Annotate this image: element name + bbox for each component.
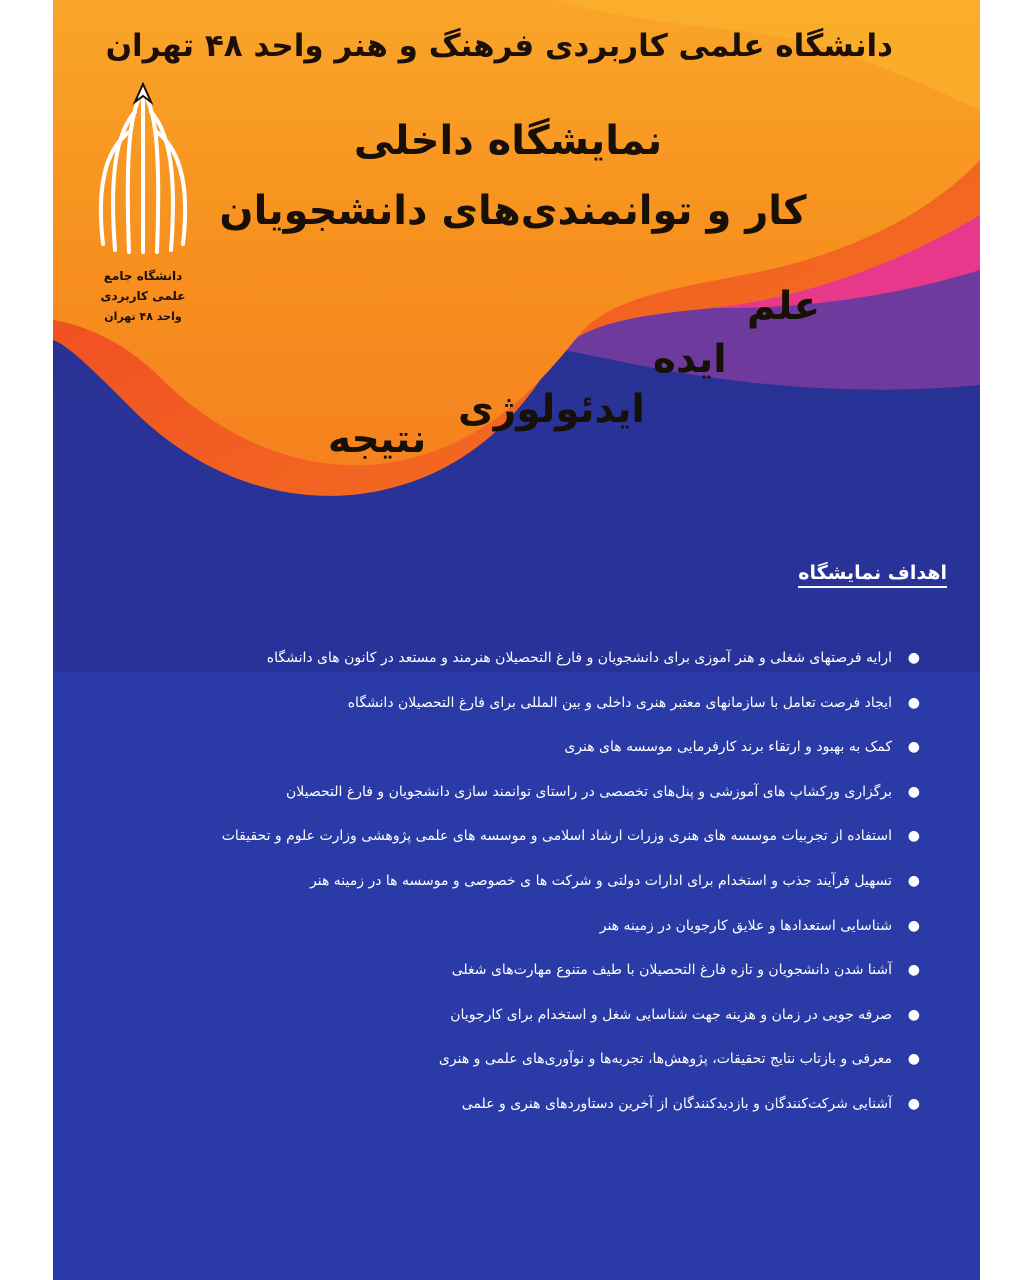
tag-result: نتیجه	[328, 417, 427, 462]
goal-text: معرفی و بازتاب نتایج تحقیقات، پژوهش‌ها، تجربه‌ها و نوآوری‌های علمی و هنری	[438, 1051, 892, 1068]
university-logo	[93, 82, 193, 332]
goal-item	[100, 725, 920, 770]
goal-item	[100, 948, 920, 993]
logo-line-3: واحد ۴۸ تهران	[104, 310, 182, 323]
goal-item	[100, 1082, 920, 1127]
goal-text: آشنایی شرکت‌کنندگان و بازدیدکنندگان از آخرین دستاوردهای هنری و علمی	[461, 1095, 892, 1112]
goal-item	[100, 636, 920, 681]
goal-text: ایجاد فرصت تعامل با سازمانهای معتبر هنری داخلی و بین المللی برای فارغ التحصیلان دانشگاه	[347, 694, 892, 711]
university-name: دانشگاه علمی کاربردی فرهنگ و هنر واحد ۴۸ تهران	[105, 28, 893, 64]
goals-list	[100, 636, 920, 1127]
tag-idea: ایده	[653, 337, 727, 382]
goal-text: استفاده از تجربیات موسسه های هنری وزرات ارشاد اسلامی و موسسه های علمی پژوهشی وزارت علوم و تحقیقات	[221, 828, 892, 845]
goal-text: تسهیل فرآیند جذب و استخدام برای ادارات دولتی و شرکت ها ی خصوصی و موسسه ها در زمینه هنر	[310, 872, 892, 889]
goal-text: ارایه فرصتهای شغلی و هنر آموزی برای دانشجویان و فارغ التحصیلان هنرمند و مستعد در کانون های دانشگاه	[266, 650, 892, 666]
goals-heading: اهداف نمایشگاه	[798, 562, 947, 588]
goal-text: صرفه جویی در زمان و هزینه جهت شناسایی شغل و استخدام برای کارجویان	[450, 1006, 892, 1023]
bullet-icon: ●	[907, 739, 920, 756]
exhibition-title: نمایشگاه داخلی	[353, 118, 663, 164]
goal-text: کمک به بهبود و ارتقاء برند کارفرمایی موسسه های هنری	[564, 739, 892, 756]
goal-item	[100, 904, 920, 949]
goal-text: شناسایی استعدادها و علایق کارجویان در زمینه هنر	[599, 917, 892, 934]
bullet-icon: ●	[907, 650, 920, 666]
bullet-icon: ●	[907, 828, 920, 845]
goal-item	[100, 993, 920, 1038]
goal-text: آشنا شدن دانشجویان و تازه فارغ التحصیلان با طیف متنوع مهارت‌های شغلی	[451, 962, 892, 979]
logo-line-1: دانشگاه جامع	[103, 269, 183, 283]
poster	[53, 0, 980, 1280]
tag-ideology: ایدئولوژی	[458, 387, 645, 432]
logo-line-2: علمی کاربردی	[100, 289, 186, 303]
goal-item	[100, 770, 920, 815]
bullet-icon: ●	[907, 1095, 920, 1112]
exhibition-subtitle: کار و توانمندی‌های دانشجویان	[219, 188, 807, 234]
goal-text: برگزاری ورکشاپ های آموزشی و پنل‌های تخصصی در راستای توانمند سازی دانشجویان و فارغ التحصیلان	[286, 783, 892, 800]
goal-item	[100, 681, 920, 726]
goal-item	[100, 1037, 920, 1082]
tag-science: علم	[747, 284, 821, 329]
bullet-icon: ●	[907, 1006, 920, 1023]
bullet-icon: ●	[907, 917, 920, 934]
goal-item	[100, 859, 920, 904]
bullet-icon: ●	[907, 783, 920, 800]
bullet-icon: ●	[907, 962, 920, 979]
bullet-icon: ●	[907, 872, 920, 889]
bullet-icon: ●	[907, 1051, 920, 1068]
goal-item	[100, 814, 920, 859]
bullet-icon: ●	[907, 694, 920, 711]
